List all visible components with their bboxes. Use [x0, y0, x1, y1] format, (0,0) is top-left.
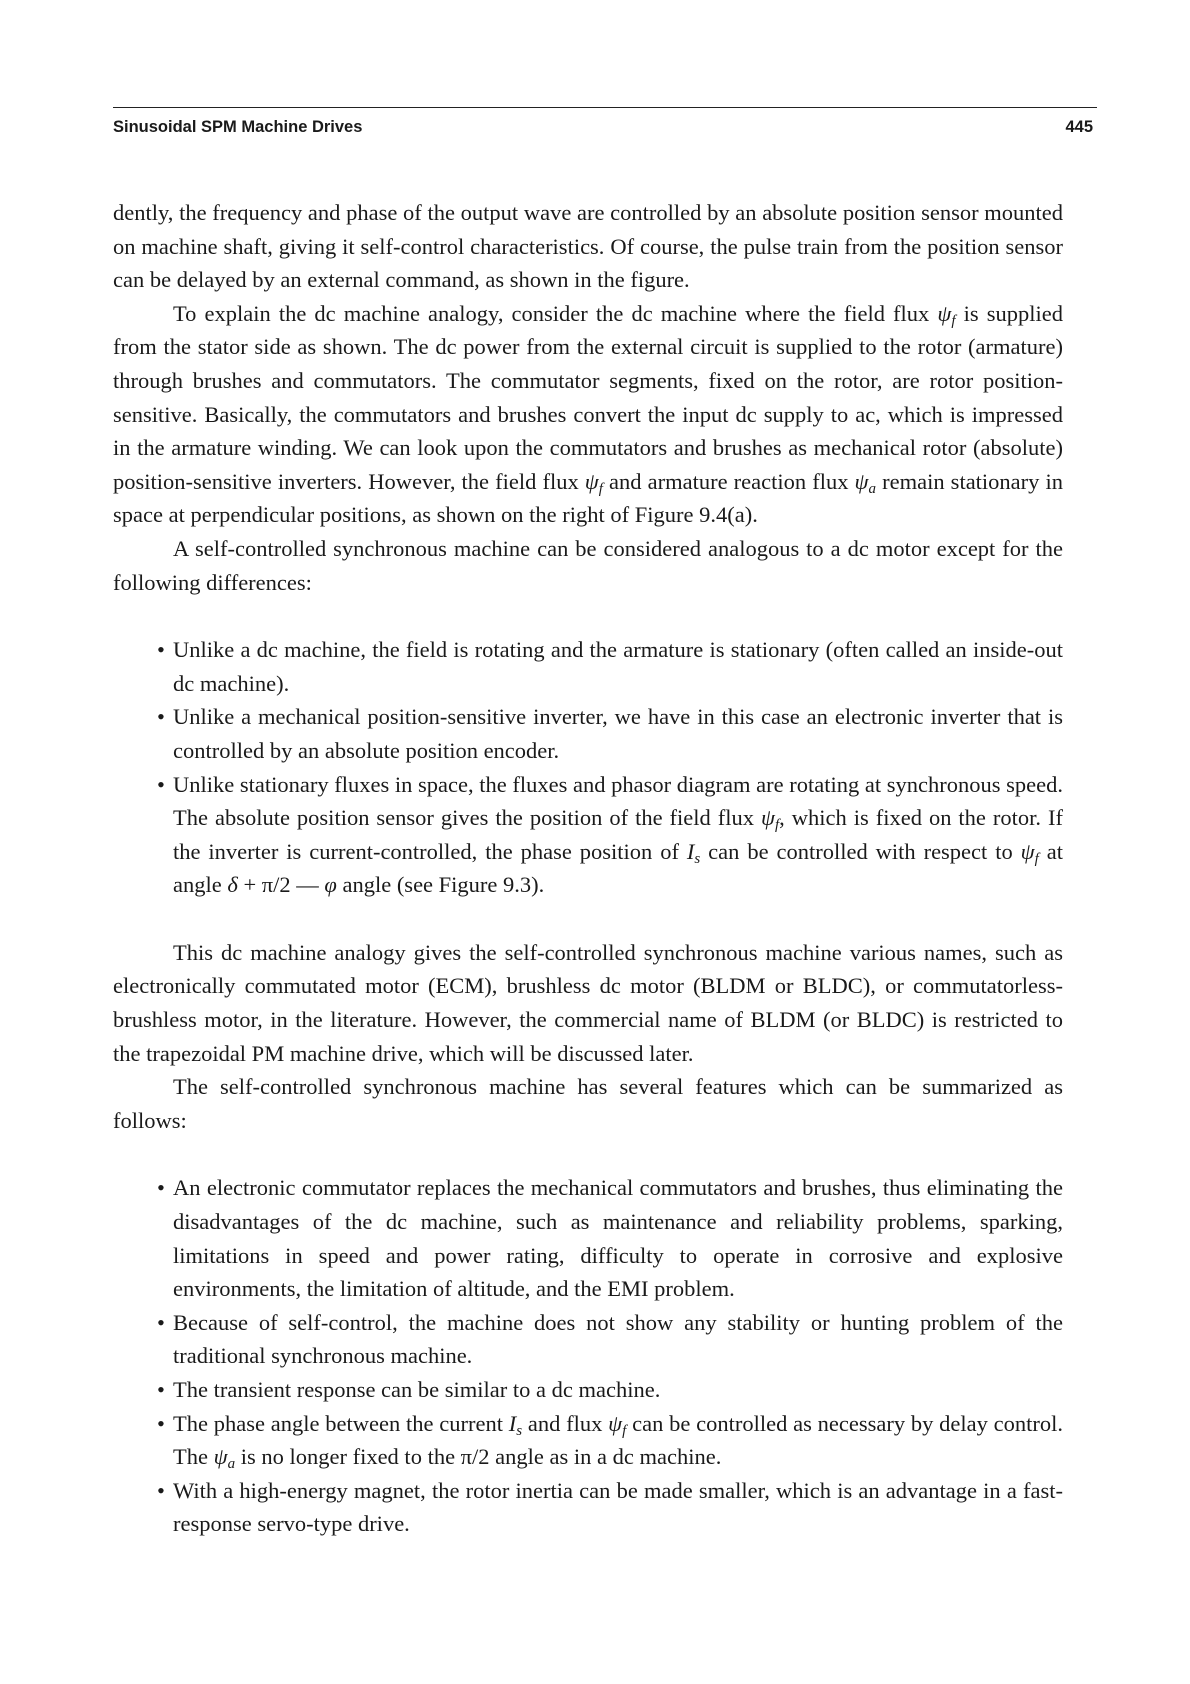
- features-list: [113, 1171, 1063, 1541]
- body-text: [113, 196, 1063, 1575]
- running-head: [113, 118, 1097, 137]
- list-item: • The transient response can be similar to a dc machine.: [157, 1377, 661, 1402]
- list-item: • Unlike a mechanical position-sensitive inverter, we have in this case an electronic inverter that is controlled by an absolute position encoder.: [157, 704, 1063, 763]
- paragraph: This dc machine analogy gives the self-controlled synchronous machine various names, such as electronically commutated motor (ECM), brushless dc motor (BLDM or BLDC), or commutatorless-brushless motor, in the literature. However, the commercial name of BLDM (or BLDC) is restricted to the trapezoidal PM machine drive, which will be discussed later.: [113, 939, 1063, 1066]
- paragraph: To explain the dc machine analogy, consider the dc machine where the field flux $\psi_f$ is supplied from the stator side as shown. The dc power from the external circuit is supplied to the rotor (armature) through brushes and commutators. The commutator segments, fixed on the rotor, are rotor position-sensitive. Basically, the commutators and brushes convert the input dc supply to ac, which is impressed in the armature winding. We can look upon the commutators and brushes as mechanical rotor (absolute) position-sensitive inverters. However, the field flux $\psi_f$ and armature reaction flux $\psi_a$ remain stationary in space at perpendicular positions, as shown on the right of Figure 9.4(a).: [113, 300, 1064, 528]
- list-item: • An electronic commutator replaces the mechanical commutators and brushes, thus eliminating the disadvantages of the dc machine, such as maintenance and reliability problems, sparking, limitations in speed and power rating, difficulty to operate in corrosive and explosive environments, the limitation of altitude, and the EMI problem.: [157, 1175, 1063, 1302]
- list-item: • With a high-energy magnet, the rotor inertia can be made smaller, which is an advantage in a fast-response servo-type drive.: [157, 1477, 1063, 1537]
- list-item: • Because of self-control, the machine does not show any stability or hunting problem of the traditional synchronous machine.: [157, 1309, 1063, 1369]
- psi-symbol: ψ: [584, 468, 599, 494]
- header-rule: [113, 107, 1097, 108]
- paragraph: The self-controlled synchronous machine has several features which can be summarized as follows:: [113, 1074, 1063, 1133]
- list-item: • Unlike stationary fluxes in space, the fluxes and phasor diagram are rotating at synchronous speed. The absolute position sensor gives the position of the field flux $\psi_f$, which is fixed on the rotor. If the inverter is current-controlled, the phase position of $I_s$ can be controlled with respect to $\psi_f$ at angle δ + π/2 — φ angle (see Figure 9.3).: [157, 771, 1063, 898]
- list-item: • The phase angle between the current $I_s$ and flux $\psi_f$ can be controlled as necessary by delay control. The $\psi_a$ is no longer fixed to the π/2 angle as in a dc machine.: [157, 1410, 1063, 1473]
- paragraph: A self-controlled synchronous machine can be considered analogous to a dc motor except for the following differences:: [113, 535, 1063, 595]
- paragraph: dently, the frequency and phase of the output wave are controlled by an absolute position sensor mounted on machine shaft, giving it self-control characteristics. Of course, the pulse train from the position sensor can be delayed by an external command, as shown in the figure.: [113, 200, 1063, 293]
- running-title: Sinusoidal SPM Machine Drives: [113, 118, 363, 136]
- list-item: • Unlike a dc machine, the field is rotating and the armature is stationary (often called an inside-out dc machine).: [157, 637, 1063, 696]
- psi-symbol: ψ: [937, 300, 952, 326]
- page-number: 445: [1065, 118, 1093, 136]
- psi-symbol: ψ: [854, 468, 869, 494]
- differences-list: [113, 633, 1063, 902]
